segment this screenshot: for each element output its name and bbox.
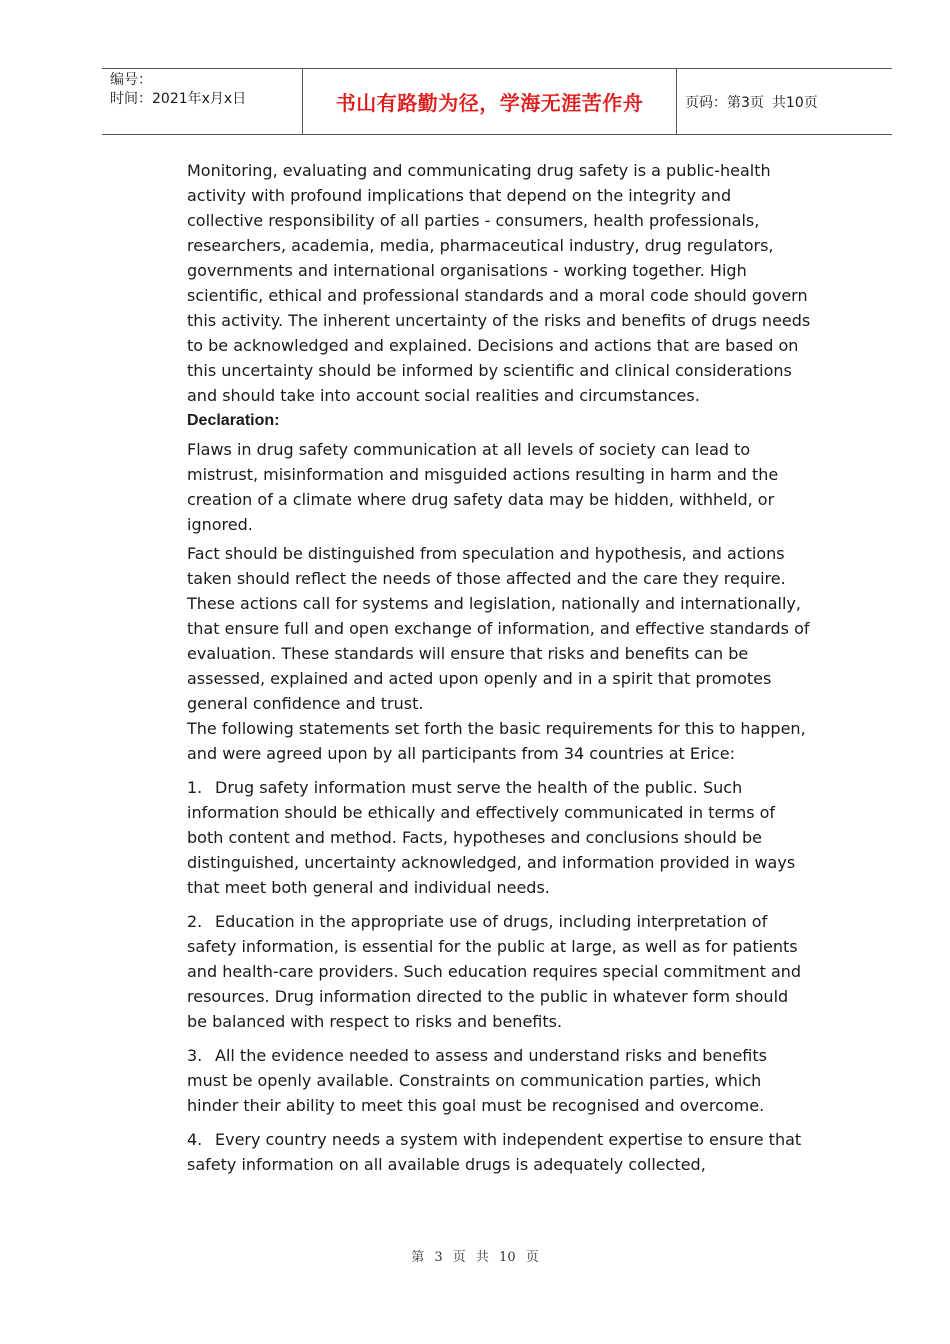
total-label: 共10页 (771, 94, 818, 111)
intro-paragraph: Monitoring, evaluating and communicating drug safety is a public-health activity with profound implications that depend on the integrity and collective responsibility of all parties - consumers, health professionals, researchers, academia, media, pharmaceutical industry, drug regulators, governments and international organisations - working together. High scientific, ethical and professional standards and a moral code should govern this activity. The inherent uncertainty of the risks and benefits of drugs needs to be acknowledged and explained. Decisions and actions that are based on this uncertainty should be informed by scientific and clinical considerations and should take into account social realities and circumstances. (187, 161, 811, 405)
page-footer: 第 3 页 共 10 页 (411, 1250, 539, 1265)
item-text: Education in the appropriate use of drugs, including interpretation of safety information, is essential for the public at large, as well as for patients and health-care providers. Such education requires special commitment and resources. Drug information directed to the public in whatever form should be balanced with respect to risks and benefits. (187, 912, 802, 1031)
list-item (187, 1043, 812, 1118)
page-label: 页码：第3页 (685, 94, 764, 111)
number-label: 编号： (110, 72, 152, 88)
paragraph-facts: Fact should be distinguished from speculation and hypothesis, and actions taken should reflect the needs of those affected and the care they require. These actions call for systems and legislation, nationally and internationally, that ensure full and open exchange of information, and effective standards of evaluation. These standards will ensure that risks and benefits can be assessed, explained and acted upon openly and in a spirit that promotes general confidence and trust. (187, 544, 810, 713)
document-body (187, 158, 812, 1177)
list-item (187, 775, 812, 900)
paragraph-flaws: Flaws in drug safety communication at all levels of society can lead to mistrust, misinformation and misguided actions resulting in harm and the creation of a climate where drug safety data may be hidden, withheld, or ignored. (187, 440, 779, 534)
item-number: 2. (187, 912, 203, 931)
item-number: 3. (187, 1046, 203, 1065)
header-meta (102, 69, 303, 134)
item-text: Drug safety information must serve the health of the public. Such information should be ethically and effectively communicated in terms of both content and method. Facts, hypotheses and conclusions should be distinguished, uncertainty acknowledged, and information provided in ways that meet both general and individual needs. (187, 778, 796, 897)
list-item (187, 909, 812, 1034)
header-motto: 书山有路勤为径，学海无涯苦作舟 (303, 69, 677, 134)
list-item (187, 1127, 812, 1177)
item-number: 4. (187, 1130, 203, 1149)
header-page-info (677, 69, 892, 134)
time-label: 时间：2021年x月x日 (110, 91, 247, 107)
page-header (102, 68, 892, 135)
item-text: Every country needs a system with independent expertise to ensure that safety information on all available drugs is adequately collected, (187, 1130, 802, 1174)
paragraph-statements: The following statements set forth the basic requirements for this to happen, and were agreed upon by all participants from 34 countries at Erice: (187, 719, 806, 763)
item-text: All the evidence needed to assess and understand risks and benefits must be openly available. Constraints on communication parties, which hinder their ability to meet this goal must be recognised and overcome. (187, 1046, 767, 1115)
declaration-heading: Declaration: (187, 412, 280, 429)
item-number: 1. (187, 778, 203, 797)
